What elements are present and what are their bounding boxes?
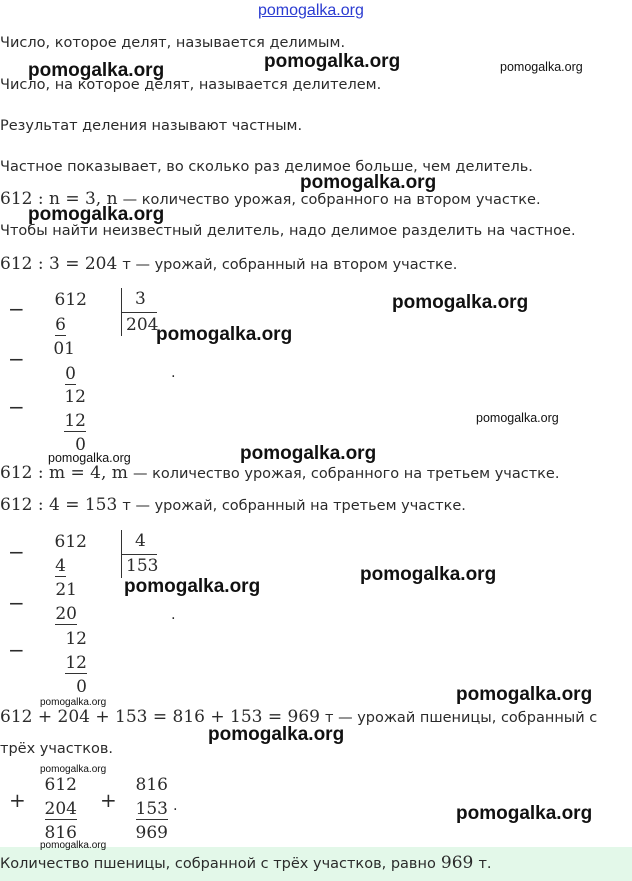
plus-sign: +: [100, 788, 117, 812]
site-header-link[interactable]: pomogalka.org: [258, 2, 364, 19]
remainder: 12: [64, 387, 86, 407]
sum: 816: [44, 823, 77, 843]
remainder: 21: [55, 580, 77, 600]
addend: 816: [135, 775, 168, 795]
plus-sign: +: [9, 788, 26, 812]
watermark: pomogalka.org: [156, 324, 293, 345]
rule-text: Чтобы найти неизвестный делитель, надо делимое разделить на частное.: [0, 223, 576, 239]
divisor: 3: [135, 289, 146, 309]
equation-3-math: 612 : m = 4, m: [0, 463, 128, 483]
watermark: pomogalka.org: [40, 840, 107, 851]
final-remainder: 0: [75, 435, 86, 455]
equation-2: [0, 254, 457, 274]
dividend: 612: [54, 532, 87, 552]
equation-5-text-cont: трёх участков.: [0, 741, 113, 757]
remainder: 01: [53, 339, 75, 359]
minus-sign: −: [8, 638, 25, 662]
watermark: pomogalka.org: [40, 764, 107, 775]
quotient: 153: [126, 556, 159, 576]
definition-meaning: Частное показывает, во сколько раз делимое больше, чем делитель.: [0, 159, 533, 175]
minus-sign: −: [8, 540, 25, 564]
answer-number: 969: [440, 853, 474, 873]
definition-dividend: Число, которое делят, называется делимым.: [0, 35, 346, 51]
watermark: pomogalka.org: [208, 724, 345, 745]
watermark: pomogalka.org: [456, 803, 593, 824]
sum: 969: [135, 823, 168, 843]
subtrahend: 12: [64, 411, 86, 431]
watermark: pomogalka.org: [48, 451, 131, 465]
minus-sign: −: [8, 347, 25, 371]
subtrahend: 6: [55, 315, 66, 335]
watermark: pomogalka.org: [392, 292, 529, 313]
period: .: [171, 607, 176, 623]
watermark: pomogalka.org: [264, 51, 401, 72]
equation-1-text: — количество урожая, собранного на втором участке.: [122, 192, 541, 208]
definition-divisor: Число, на которое делят, называется делителем.: [0, 77, 382, 93]
division-bracket: [121, 312, 157, 313]
dividend: 612: [54, 290, 87, 310]
remainder: 12: [65, 629, 87, 649]
definition-quotient: Результат деления называют частным.: [0, 118, 303, 134]
final-remainder: 0: [76, 677, 87, 697]
subtrahend: 0: [65, 364, 76, 384]
subtrahend: 12: [65, 653, 87, 673]
quotient: 204: [126, 315, 159, 335]
equation-4-text: т — урожай, собранный на третьем участке.: [122, 498, 466, 514]
answer-unit: т.: [478, 856, 492, 872]
minus-sign: −: [8, 297, 25, 321]
equation-3: [0, 463, 559, 483]
answer-box: [0, 847, 632, 881]
watermark: pomogalka.org: [40, 697, 107, 708]
watermark: pomogalka.org: [28, 60, 165, 81]
addend: 153: [135, 799, 168, 819]
watermark: pomogalka.org: [476, 411, 559, 425]
subtrahend: 20: [55, 604, 77, 624]
watermark: pomogalka.org: [124, 576, 261, 597]
divisor: 4: [135, 531, 146, 551]
equation-2-text: т — урожай, собранный на втором участке.: [122, 257, 458, 273]
watermark: pomogalka.org: [456, 684, 593, 705]
watermark: pomogalka.org: [360, 564, 497, 585]
answer-text: Количество пшеницы, собранной с трёх участков, равно: [0, 856, 436, 872]
equation-4-math: 612 : 4 = 153: [0, 495, 118, 515]
watermark: pomogalka.org: [28, 204, 165, 225]
addend: 612: [44, 775, 77, 795]
watermark: pomogalka.org: [500, 60, 583, 74]
equation-1-math: 612 : n = 3, n: [0, 189, 118, 209]
equation-5-math: 612 + 204 + 153 = 816 + 153 = 969: [0, 707, 320, 727]
subtrahend: 4: [55, 556, 66, 576]
equation-4: [0, 495, 466, 515]
watermark: pomogalka.org: [300, 172, 437, 193]
addend: 204: [44, 799, 77, 819]
equation-2-math: 612 : 3 = 204: [0, 254, 118, 274]
division-bracket: [121, 554, 157, 555]
watermark: pomogalka.org: [240, 443, 377, 464]
minus-sign: −: [8, 591, 25, 615]
period: .: [173, 798, 178, 814]
minus-sign: −: [8, 395, 25, 419]
equation-5-text: т — урожай пшеницы, собранный с: [325, 710, 598, 726]
period: .: [171, 365, 176, 381]
answer-line: [0, 853, 492, 873]
equation-3-text: — количество урожая, собранного на третьем участке.: [133, 466, 560, 482]
